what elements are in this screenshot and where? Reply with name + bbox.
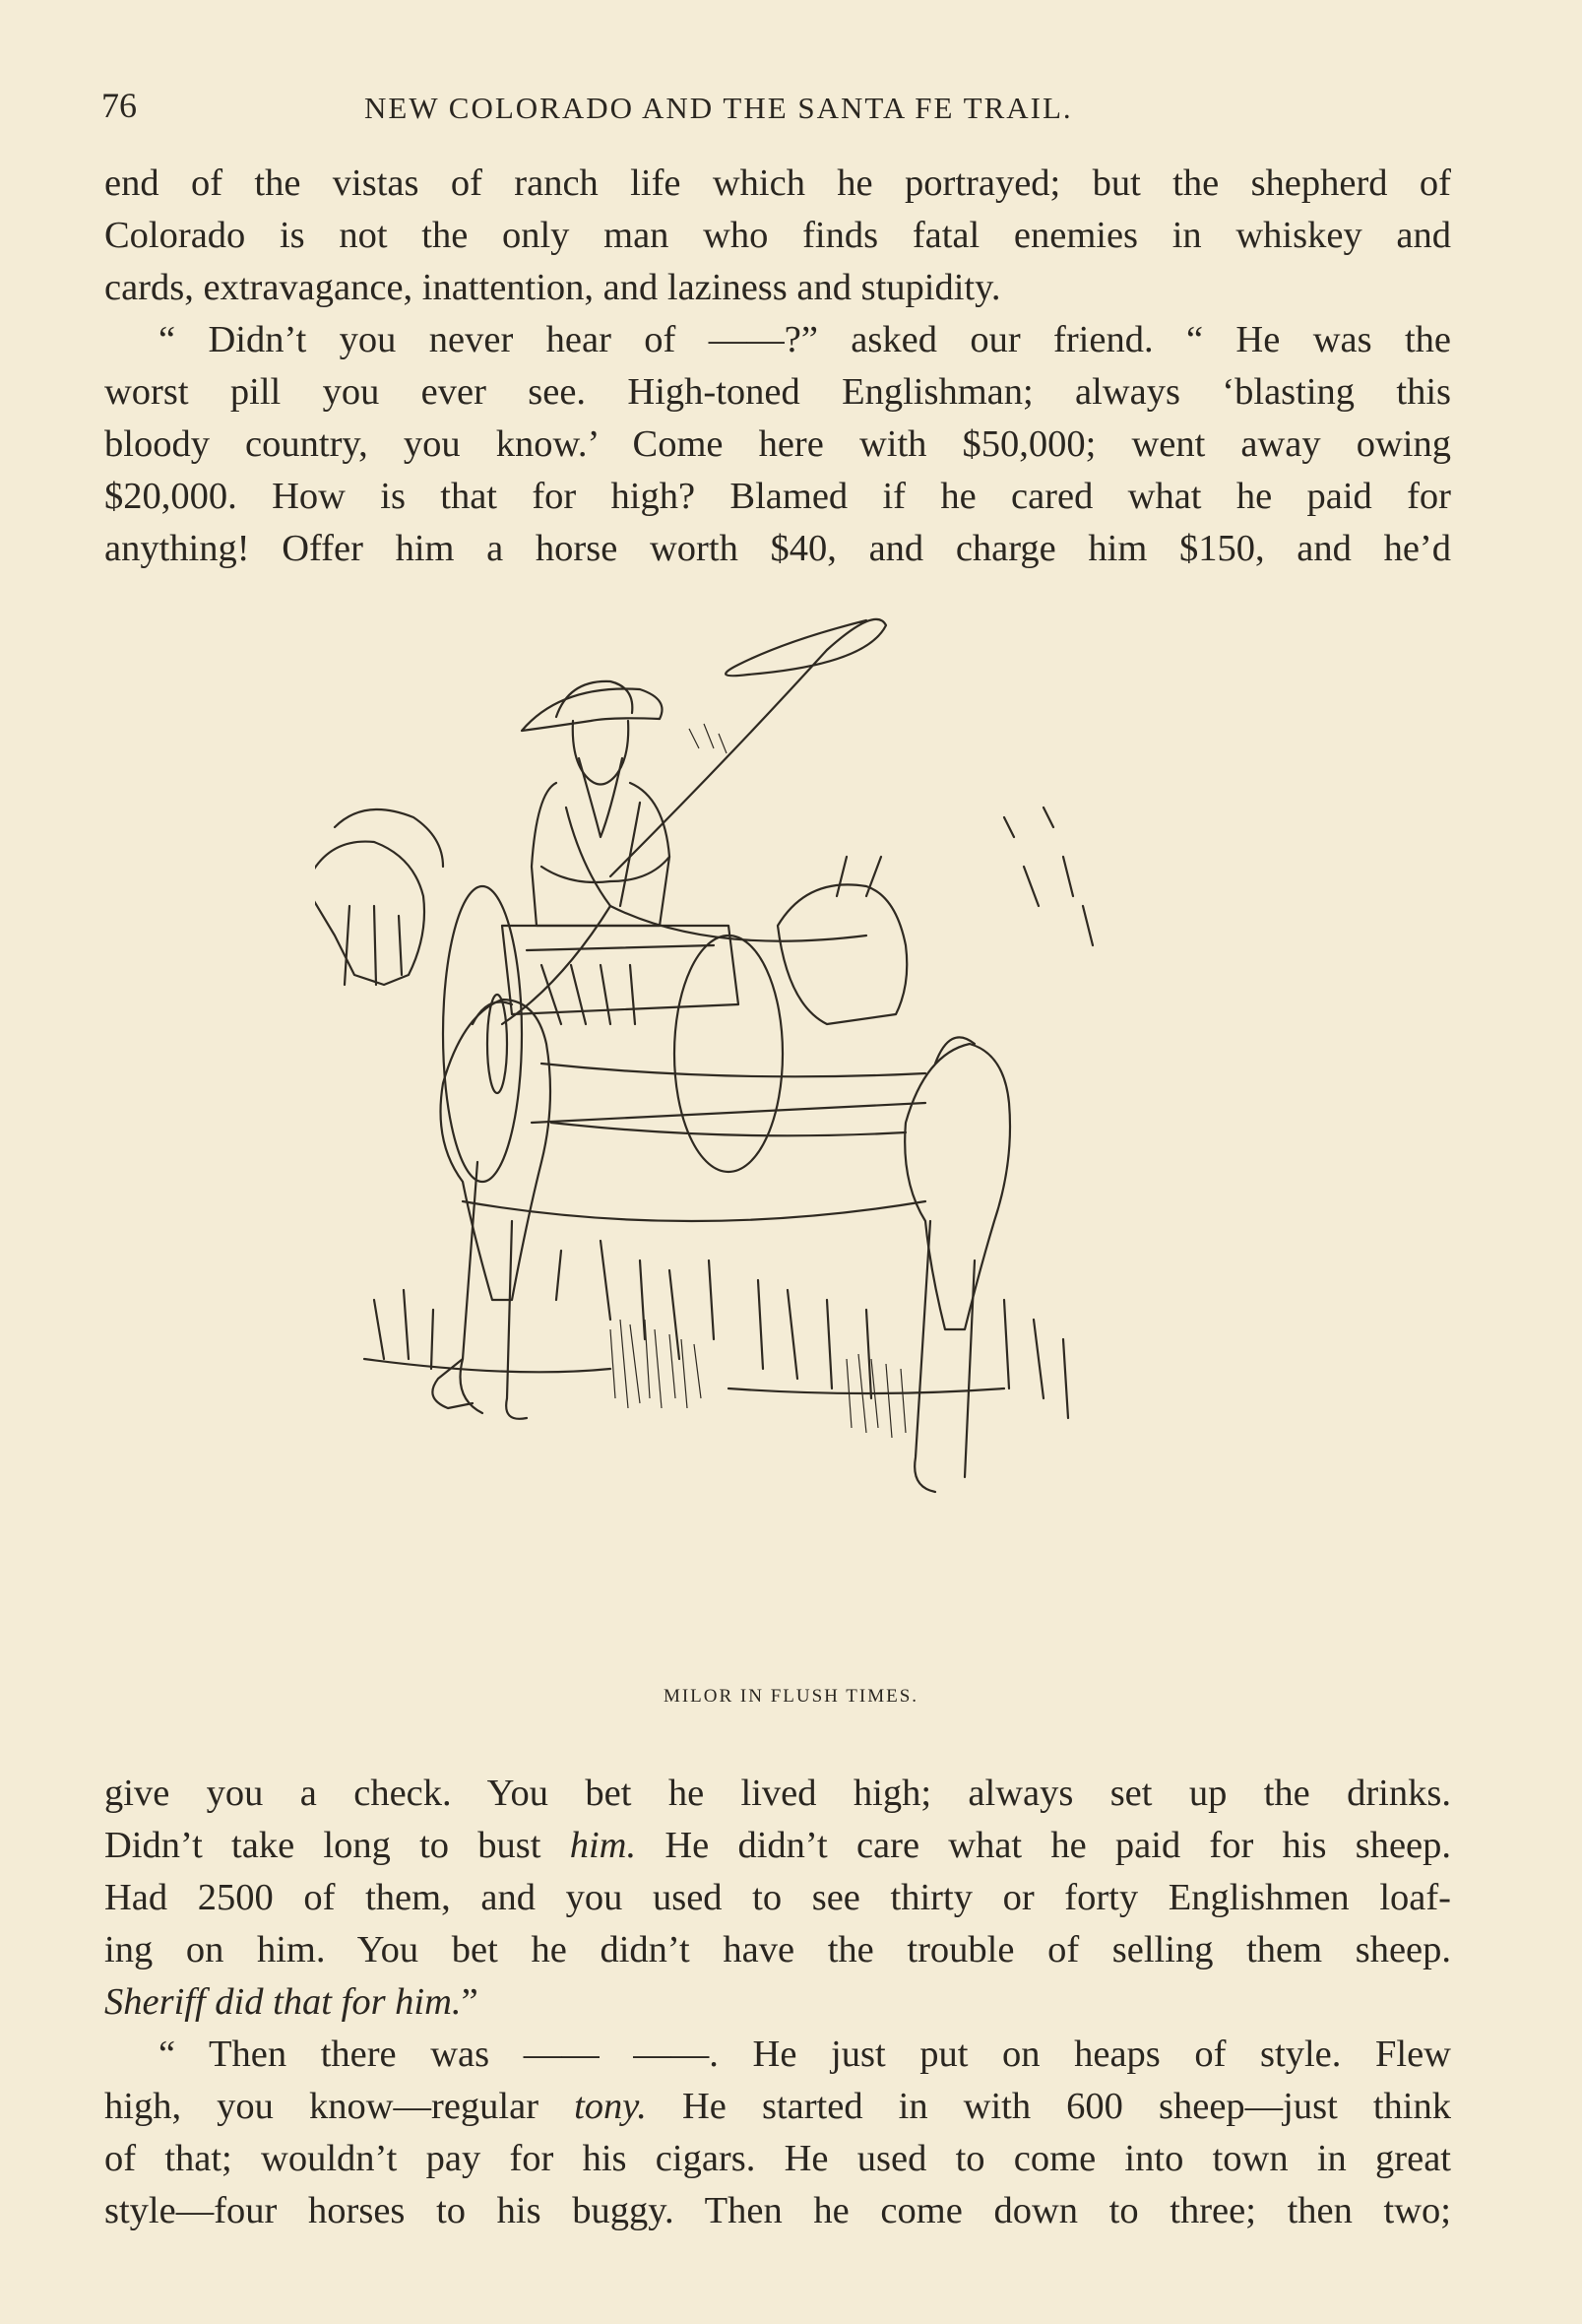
text-line [104,1976,1451,2029]
text-line: give you a check. You bet he lived high; always set up the drinks. [104,1773,1451,1814]
text-run: He started in with 600 sheep—just think [646,2086,1451,2127]
emphasis: Sheriff did that for him. [104,1981,462,2023]
text-line: anything! Offer him a horse worth $40, and charge him $150, and he’d [104,528,1451,569]
text-line: worst pill you ever see. High-toned Englishman; always ‘blasting this [104,371,1451,413]
illustration-carriage-horses [315,611,1221,1669]
body-text-bottom [104,1768,1451,2237]
text-line: “ Didn’t you never hear of ——?” asked our friend. “ He was the [158,319,1451,360]
text-run: high, you know—regular [104,2086,575,2127]
text-run: He didn’t care what he paid for his sheep. [636,1825,1451,1866]
page-number: 76 [101,86,137,125]
running-head [101,85,1460,134]
text-line: style—four horses to his buggy. Then he come down to three; then two; [104,2190,1451,2231]
emphasis: tony. [574,2086,647,2127]
text-line [104,2081,1451,2133]
text-line: Colorado is not the only man who finds fatal enemies in whiskey and [104,215,1451,256]
body-text-top [104,158,1451,575]
text-line: “ Then there was —— ——. He just put on heaps of style. Flew [158,2034,1451,2075]
text-line: $20,000. How is that for high? Blamed if he cared what he paid for [104,476,1451,517]
text-line: of that; wouldn’t pay for his cigars. He used to come into town in great [104,2138,1451,2179]
text-line: end of the vistas of ranch life which he portrayed; but the shepherd of [104,162,1451,204]
text-line: bloody country, you know.’ Come here with $50,000; went away owing [104,423,1451,465]
illustration-caption: MILOR IN FLUSH TIMES. [663,1686,919,1707]
running-title: NEW COLORADO AND THE SANTA FE TRAIL. [364,91,1073,125]
text-line: cards, extravagance, inattention, and laziness and stupidity. [104,267,1001,308]
text-run: Didn’t take long to bust [104,1825,570,1866]
text-line: Had 2500 of them, and you used to see thirty or forty Englishmen loaf- [104,1877,1451,1918]
text-line: ing on him. You bet he didn’t have the trouble of selling them sheep. [104,1929,1451,1970]
text-line [104,1820,1451,1872]
text-run: ” [461,1981,478,2023]
emphasis: him. [569,1825,637,1866]
